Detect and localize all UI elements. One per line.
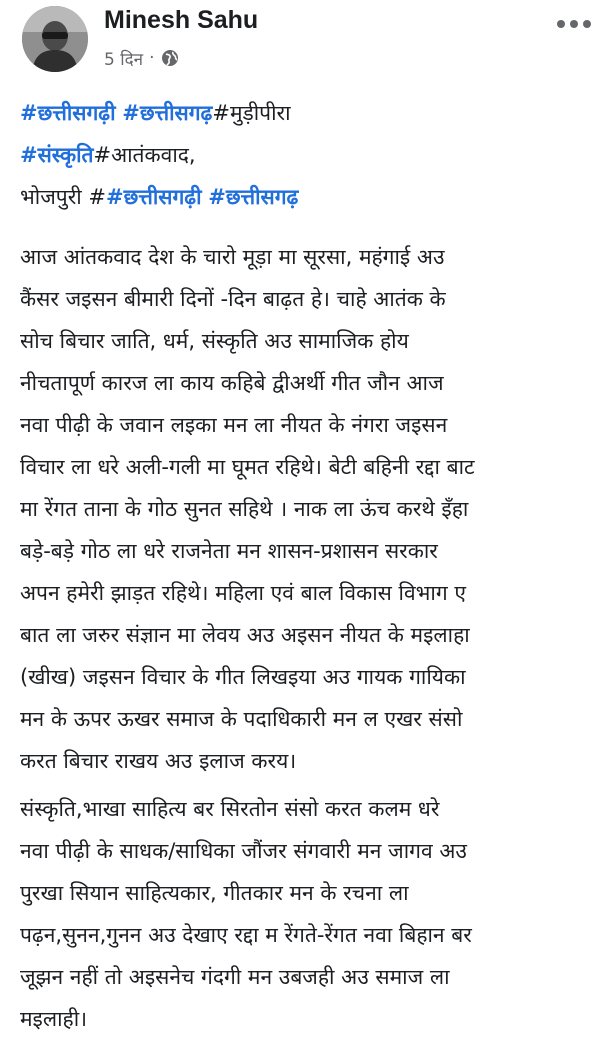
hashtag-line — [20, 134, 600, 176]
hashtag-link[interactable]: #संस्कृति — [20, 143, 94, 167]
post-header — [0, 0, 609, 80]
post-text-line: अपन हमेरी झाड़त रहिथे। महिला एवं बाल विकास विभाग ए — [20, 581, 466, 605]
more-horizontal-icon[interactable] — [557, 14, 591, 34]
post-text-line: सोच बिचार जाति, धर्म, संस्कृति अउ सामाजिक होय — [20, 329, 409, 353]
globe-icon — [161, 49, 179, 67]
post-text-line: कैंसर जइसन बीमारी दिनों -दिन बाढ़त हे। चाहे आतंक के — [20, 287, 446, 311]
hashtag-line — [20, 176, 600, 218]
post-text-line: नवा पीढ़ी के साधक/साधिका जौंजर संगवारी मन जागव अउ — [20, 839, 467, 863]
post-text-line: बड़े-बड़े गोठ ला धरे राजनेता मन शासन-प्रशासन सरकार — [20, 539, 438, 563]
post-text-line: करत बिचार राखय अउ इलाज करय। — [20, 749, 297, 773]
post-text-line: नीचतापूर्ण कारज ला काय कहिबे द्वीअर्थी गीत जौन आज — [20, 371, 444, 395]
post-text-line: बात ला जरुर संज्ञान मा लेवय अउ अइसन नीयत के मइलाहा — [20, 623, 470, 647]
post-text-line: मइलाही। — [20, 1007, 88, 1031]
hashtag-link[interactable]: #छत्तीसगढ़ी — [20, 101, 116, 125]
post-text-line: आज आंतकवाद देश के चारो मूड़ा मा सूरसा, महंगाई अउ — [20, 245, 445, 269]
author-name[interactable]: Minesh Sahu — [104, 6, 259, 34]
hashtag-link[interactable]: #छत्तीसगढ़ — [208, 185, 299, 209]
post-text-line: नवा पीढ़ी के जवान लइका मन ला नीयत के नंगरा जइसन — [20, 413, 448, 437]
post-paragraph-1 — [20, 236, 600, 782]
post-text-line: पढ़न,सुनन,गुनन अउ देखाए रद्दा म रेंगते-रेंगत नवा बिहान बर — [20, 923, 472, 947]
post-text-line: मा रेंगत ताना के गोठ सुनत सहिथे । नाक ला ऊंच करथे इँहा — [20, 497, 469, 521]
post-text-line: मन के ऊपर ऊखर समाज के पदाधिकारी मन ल एखर संसो — [20, 707, 463, 731]
hashtag-line — [20, 92, 600, 134]
profile-photo — [22, 6, 88, 72]
hashtag-block — [20, 92, 600, 218]
meta-separator: · — [149, 48, 155, 68]
post-text-line: जूझन नहीं तो अइसनेच गंदगी मन उबजही अउ समाज ला — [20, 965, 450, 989]
post-text-line: (खीख) जइसन विचार के गीत लिखइया अउ गायक गायिका — [20, 665, 466, 689]
post-meta — [104, 46, 179, 70]
post-text-line: पुरखा सियान साहित्यकार, गीतकार मन के रचना ला — [20, 881, 409, 905]
post-time[interactable]: 5 दिन — [104, 49, 144, 70]
hashtag-link[interactable]: #छत्तीसगढ़ — [122, 101, 213, 125]
hashtag-link[interactable]: #छत्तीसगढ़ी — [106, 185, 202, 209]
hashtag-text: #मुड़ीपीरा — [212, 101, 291, 125]
post-text-line: विचार ला धरे अली-गली मा घूमत रहिथे। बेटी बहिनी रद्दा बाट — [20, 455, 475, 479]
avatar[interactable] — [22, 6, 88, 72]
hashtag-text: भोजपुरी # — [20, 185, 107, 209]
hashtag-text: #आतंकवाद, — [93, 143, 196, 167]
post-paragraph-2 — [20, 788, 600, 1040]
post-text-line: संस्कृति,भाखा साहित्य बर सिरतोन संसो करत कलम धरे — [20, 797, 440, 821]
